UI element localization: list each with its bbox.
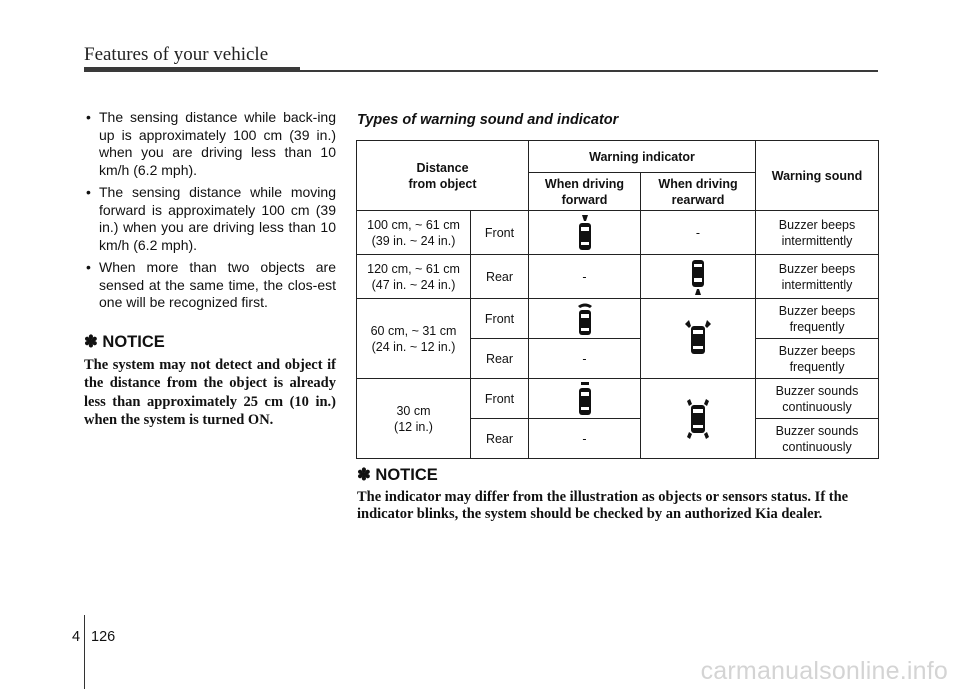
sound-line: Buzzer beeps <box>778 303 856 318</box>
notice-body: The system may not detect and object if the distance from the object is already less than approximately 25 cm (10 in.) when the system is turned ON. <box>84 356 336 428</box>
distance-cell <box>357 211 471 255</box>
distance-line: (39 in. ~ 24 in.) <box>371 233 456 248</box>
footer-divider <box>84 615 85 689</box>
dash-cell: - <box>641 211 756 255</box>
sound-line: continuously <box>782 399 852 414</box>
sound-line: intermittently <box>781 233 853 248</box>
direction-cell: Rear <box>471 419 529 459</box>
sound-line: Buzzer beeps <box>778 217 856 232</box>
dash-cell: - <box>529 255 641 299</box>
table-row <box>357 379 879 419</box>
sound-line: intermittently <box>781 277 853 292</box>
table-row <box>357 211 879 255</box>
footer-page-number: 126 <box>91 629 116 645</box>
footer-chapter-number: 4 <box>72 629 81 645</box>
sound-line: continuously <box>782 439 852 454</box>
bullet-item: • The sensing distance while back-ing up is approximately 100 cm (39 in.) when you are driving less than 10 km/h (6.2 mph). <box>84 109 336 179</box>
warning-table <box>356 140 879 459</box>
car-front-sensor-icon <box>529 379 641 419</box>
header-rule-thin <box>300 70 878 72</box>
notice-heading: ✽ NOTICE <box>357 466 438 484</box>
header-forward-line: forward <box>561 192 608 207</box>
direction-cell: Rear <box>471 255 529 299</box>
direction-cell: Front <box>471 211 529 255</box>
sound-line: frequently <box>789 359 845 374</box>
notice-body: The indicator may differ from the illustration as objects or sensors status. If the indicator blinks, the system should be checked by an authorized Kia dealer. <box>357 489 849 522</box>
direction-cell: Rear <box>471 339 529 379</box>
sound-cell <box>756 379 879 419</box>
car-rear-sensor-icon <box>641 255 756 299</box>
distance-line: 120 cm, ~ 61 cm <box>367 261 460 276</box>
notice-section <box>357 465 879 523</box>
header-distance-line: Distance <box>416 160 469 175</box>
header-rearward-line: rearward <box>671 192 725 207</box>
distance-line: 100 cm, ~ 61 cm <box>367 217 460 232</box>
distance-cell <box>357 255 471 299</box>
direction-cell: Front <box>471 379 529 419</box>
car-front-rear-sensor-icon <box>641 299 756 379</box>
header-rearward <box>641 173 756 211</box>
bullet-item: • When more than two objects are sensed at the same time, the clos-est one will be recognized first. <box>84 259 336 312</box>
sound-line: frequently <box>789 319 845 334</box>
header-forward <box>529 173 641 211</box>
header-distance <box>357 141 529 211</box>
sound-cell <box>756 211 879 255</box>
header-rearward-line: When driving <box>658 176 738 191</box>
bullet-list <box>84 109 336 312</box>
distance-line: (47 in. ~ 24 in.) <box>371 277 456 292</box>
header-warning-sound: Warning sound <box>756 141 879 211</box>
distance-line: (12 in.) <box>394 419 433 434</box>
header-warning-indicator: Warning indicator <box>529 141 756 173</box>
distance-line: (24 in. ~ 12 in.) <box>371 339 456 354</box>
sound-cell <box>756 255 879 299</box>
car-front-sensor-icon <box>529 211 641 255</box>
dash-cell: - <box>529 339 641 379</box>
distance-cell <box>357 299 471 379</box>
sound-cell <box>756 339 879 379</box>
page-header-title: Features of your vehicle <box>84 44 269 65</box>
sound-cell <box>756 299 879 339</box>
dash-cell: - <box>529 419 641 459</box>
car-front-rear-sensor-icon <box>641 379 756 459</box>
direction-cell: Front <box>471 299 529 339</box>
table-row <box>357 299 879 339</box>
bullet-item: • The sensing distance while moving forward is approximately 100 cm (39 in.) when you are driving less than 10 km/h (6.2 mph). <box>84 184 336 254</box>
distance-line: 30 cm <box>396 403 431 418</box>
left-column <box>84 109 336 430</box>
sound-line: Buzzer sounds <box>775 383 859 398</box>
header-rule-thick <box>84 67 300 72</box>
notice-heading: ✽ NOTICE <box>84 332 165 351</box>
sound-line: Buzzer sounds <box>775 423 859 438</box>
header-forward-line: When driving <box>544 176 625 191</box>
distance-cell <box>357 379 471 459</box>
sound-line: Buzzer beeps <box>778 261 856 276</box>
sound-cell <box>756 419 879 459</box>
sound-line: Buzzer beeps <box>778 343 856 358</box>
distance-line: 60 cm, ~ 31 cm <box>370 323 457 338</box>
table-row <box>357 255 879 299</box>
car-front-sensor-icon <box>529 299 641 339</box>
header-distance-line: from object <box>408 176 477 191</box>
section-title: Types of warning sound and indicator <box>357 112 619 128</box>
watermark: carmanualsonline.info <box>700 657 948 685</box>
